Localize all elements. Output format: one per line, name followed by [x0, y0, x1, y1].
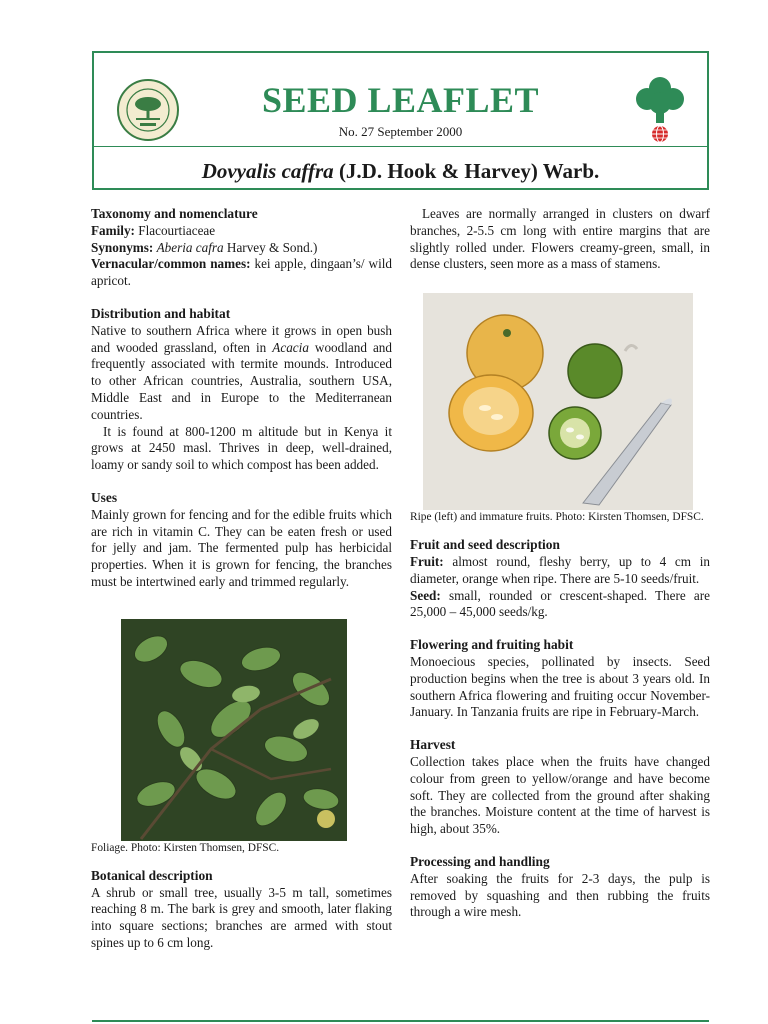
- left-column: [91, 206, 392, 952]
- tree-globe-logo-icon: [632, 75, 688, 145]
- section-heading-processing: Processing and handling: [410, 853, 550, 869]
- foliage-photo-caption: Foliage. Photo: Kirsten Thomsen, DFSC.: [91, 841, 280, 854]
- harvest-paragraph: Collection takes place when the fruits have changed colour from green to yellow/orange and have become soft. They are collected from the ground after shaking the branches. Moisture content at the time of harvest is high, about 35%.: [410, 753, 710, 837]
- synonyms-label: Synonyms:: [91, 239, 154, 255]
- family-value: Flacourtiaceae: [134, 222, 216, 238]
- distribution-text-a: Native to southern Africa where it grows in open bush and wooded grassland, often in: [91, 322, 392, 355]
- fruit-photo: [423, 293, 693, 510]
- right-column: [410, 206, 710, 921]
- section-heading-harvest: Harvest: [410, 737, 456, 753]
- foliage-photo: [121, 619, 347, 841]
- footer-rule: [92, 1020, 709, 1022]
- synonyms-authority: Harvey & Sond.): [223, 239, 318, 255]
- fruit-label: Fruit:: [410, 553, 444, 569]
- issue-number-date: No. 27 September 2000: [338, 124, 463, 139]
- species-name: [94, 159, 707, 184]
- vernacular-value: kei apple, dingaan’s/ wild apricot.: [91, 256, 392, 289]
- section-heading-botanical: Botanical description: [91, 867, 213, 883]
- distribution-paragraph-2: It is found at 800-1200 m altitude but in Kenya it grows at 2450 masl. Thrives in deep, well-drained, loamy or sandy soil to which compost has been added.: [91, 423, 392, 473]
- fruit-photo-caption: Ripe (left) and immature fruits. Photo: Kirsten Thomsen, DFSC.: [410, 511, 704, 524]
- species-authority: (J.D. Hook & Harvey) Warb.: [333, 159, 600, 183]
- seed-label: Seed:: [410, 587, 441, 603]
- foliage-illustration: [121, 619, 347, 841]
- section-heading-flowering: Flowering and fruiting habit: [410, 637, 574, 653]
- seed-value: small, rounded or crescent-shaped. There are 25,000 – 45,000 seeds/kg.: [410, 587, 710, 620]
- family-line: [91, 223, 392, 240]
- section-heading-distribution: Distribution and habitat: [91, 305, 231, 321]
- leaves-paragraph: Leaves are normally arranged in clusters on dwarf branches, 2-5.5 cm long with entire margins that are slightly rolled under. Flowers creamy-green, small, in dense clusters, seen more as a mass of stamens.: [410, 206, 710, 272]
- fruit-illustration: [423, 293, 693, 510]
- seed-line: [410, 588, 710, 622]
- acacia-scientific-name: Acacia: [272, 339, 309, 355]
- leaflet-header: [92, 51, 709, 190]
- vernacular-names-line: [91, 256, 392, 290]
- leaflet-title: SEED LEAFLET: [261, 80, 540, 120]
- section-heading-uses: Uses: [91, 489, 118, 505]
- fruit-line: [410, 554, 710, 588]
- flowering-paragraph: Monoecious species, pollinated by insects. Seed production begins when the tree is about 3 years old. In southern Africa flowering and fruiting occur November-January. In Tanzania fruits are ripe in February-March.: [410, 653, 710, 720]
- botanical-paragraph: A shrub or small tree, usually 3-5 m tall, sometimes reaching 8 m. The bark is grey and smooth, later flaking into square sections; branches are armed with stout spines up to 6 cm long.: [91, 884, 392, 950]
- family-label: Family:: [91, 222, 135, 238]
- vernacular-label: Vernacular/common names:: [91, 256, 251, 272]
- header-divider: [94, 146, 707, 147]
- section-heading-fruit-seed: Fruit and seed description: [410, 537, 560, 553]
- fruit-value: almost round, fleshy berry, up to 4 cm in diameter, orange when ripe. There are 5-10 seeds/fruit.: [410, 553, 710, 586]
- processing-paragraph: After soaking the fruits for 2-3 days, the pulp is removed by squashing and then rubbing the fruits through a wire mesh.: [410, 870, 710, 920]
- section-heading-taxonomy: Taxonomy and nomenclature: [91, 206, 258, 221]
- distribution-paragraph-1: [91, 323, 392, 424]
- synonyms-scientific-name: Aberia cafra: [156, 239, 224, 255]
- distribution-text-b: woodland and frequently associated with termite mounds. Introduced to other African countries, Australia, southern USA, Middle East and in Europe to the Mediterranean countries.: [91, 339, 392, 422]
- species-scientific-name: Dovyalis caffra: [201, 159, 334, 183]
- synonyms-line: [91, 240, 392, 257]
- uses-paragraph: Mainly grown for fencing and for the edible fruits which are rich in vitamin C. They can be eaten fresh or used for jelly and jam. The fermented pulp has herbicidal properties. When it is grown for fencing, the branches must be intertwined early and trimmed regularly.: [91, 506, 392, 589]
